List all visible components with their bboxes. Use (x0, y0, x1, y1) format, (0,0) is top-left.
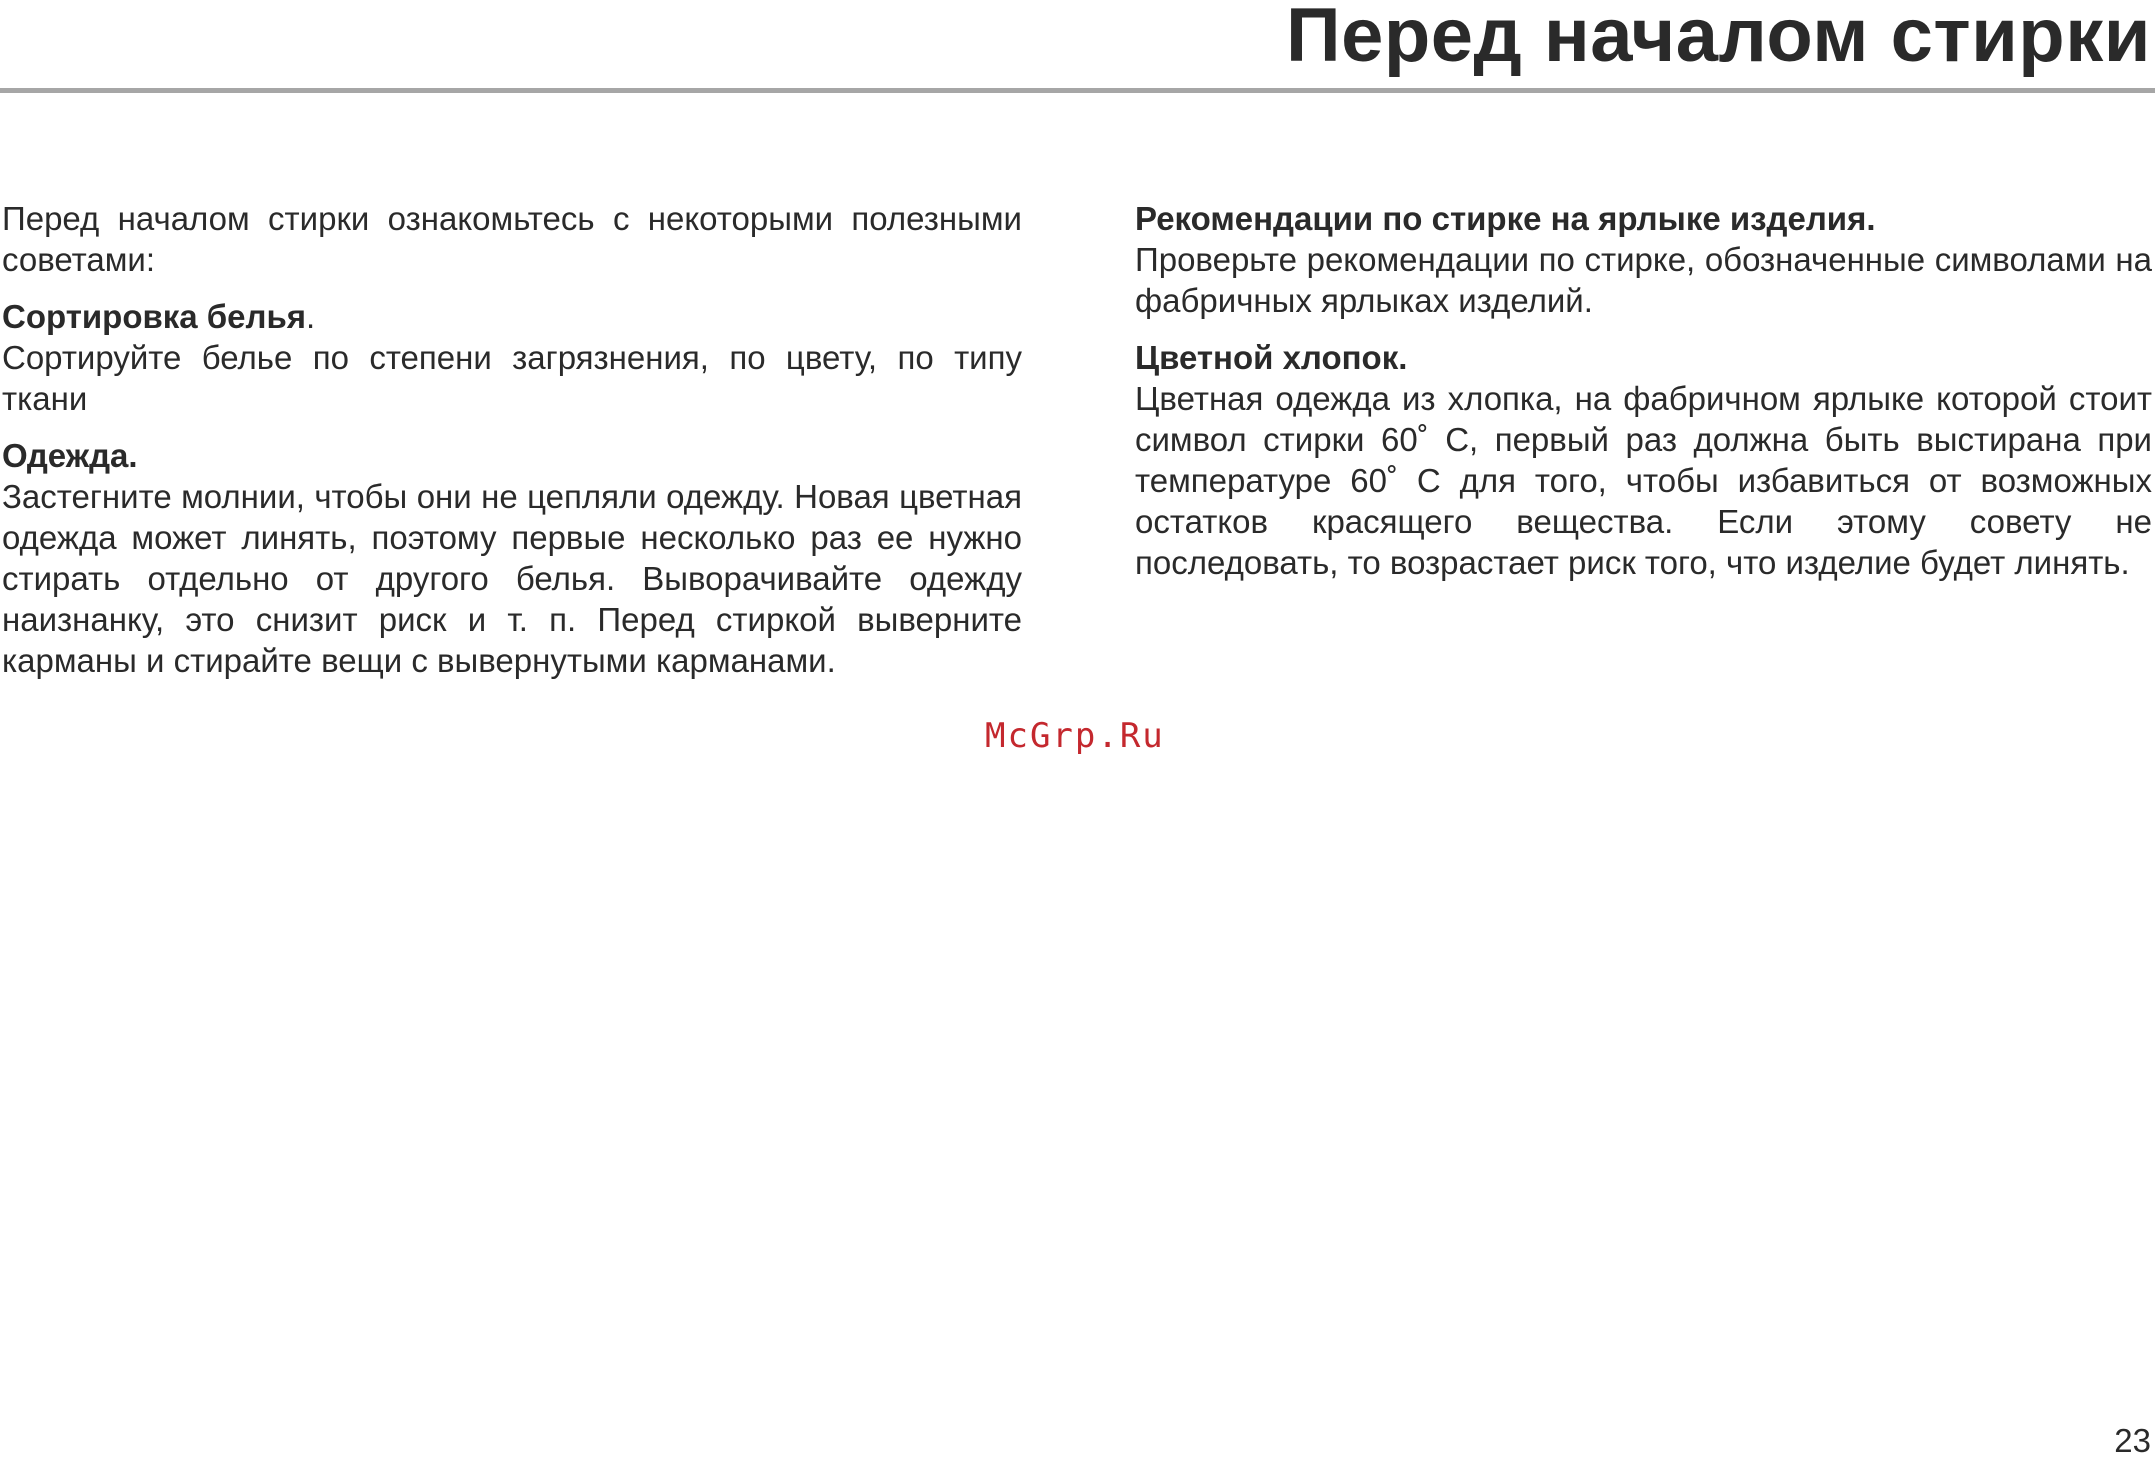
section-colored-cotton (1135, 337, 2152, 583)
section-heading (2, 296, 1022, 337)
watermark-link[interactable]: McGrp.Ru (985, 716, 1165, 756)
section-body: Проверьте рекомендации по стирке, обозначенные символами на фабричных ярлыках изделий. (1135, 241, 2152, 319)
intro-paragraph: Перед началом стирки ознакомьтесь с некоторыми полезными советами: (2, 200, 1022, 278)
section-heading: Цветной хлопок. (1135, 339, 1408, 376)
section-body: Застегните молнии, чтобы они не цепляли одежду. Новая цветная одежда может линять, поэтому первые несколько раз ее нужно стирать отдельно от другого белья. Выворачивайте одежду наизнанку, это снизит риск и т. п. Перед стиркой выверните карманы и стирайте вещи с вывернутыми карманами. (2, 478, 1022, 679)
title-divider (0, 88, 2155, 93)
page-number: 23 (2114, 1422, 2151, 1459)
section-label-recommendations (1135, 198, 2152, 321)
section-heading: Одежда. (2, 437, 138, 474)
section-body: Сортируйте белье по степени загрязнения, по цвету, по типу ткани (2, 339, 1022, 417)
section-clothing (2, 435, 1022, 681)
right-column (1135, 198, 2152, 599)
section-sorting (2, 296, 1022, 419)
left-column (2, 198, 1022, 697)
section-heading-text: Сортировка белья (2, 298, 307, 335)
section-body: Цветная одежда из хлопка, на фабричном ярлыке которой стоит символ стирки 60˚ С, первый раз должна быть выстирана при температуре 60˚ С для того, чтобы избавиться от возможных остатков красящего вещества. Если этому совету не последовать, то возрастает риск того, что изделие будет линять. (1135, 380, 2152, 581)
section-heading-suffix: . (306, 298, 316, 335)
page-title: Перед началом стирки (1285, 0, 2151, 78)
section-heading: Рекомендации по стирке на ярлыке изделия. (1135, 200, 1876, 237)
